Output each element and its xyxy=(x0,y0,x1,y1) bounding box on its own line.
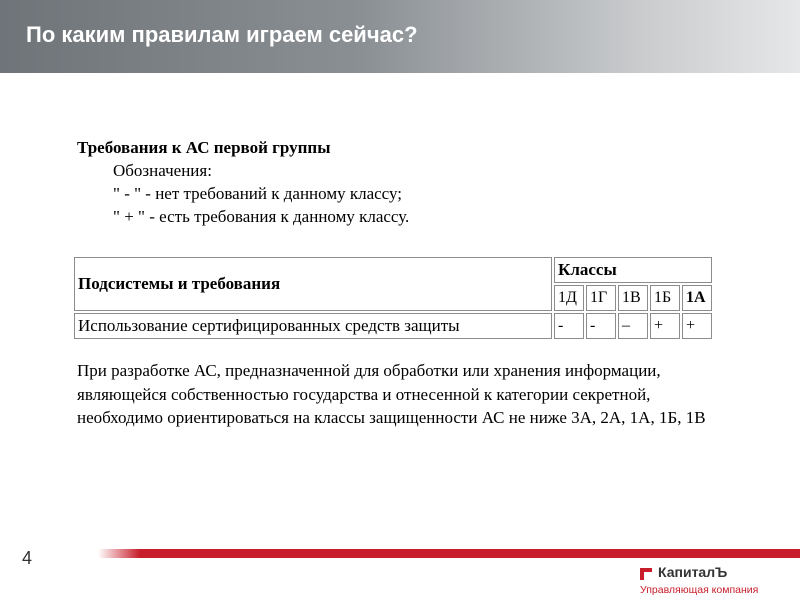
legend-minus: " - " - нет требований к данному классу; xyxy=(113,184,402,203)
requirement-label: Использование сертифицированных средств защиты xyxy=(74,313,552,339)
header-bar xyxy=(0,0,800,73)
body-paragraph: При разработке АС, предназначенной для обработки или хранения информации, являющейся собственностью государства и отнесенной к категории секретной, необходимо ориентироваться на классы защищенности АС не ниже 3А, 2А, 1А, 1Б, 1В xyxy=(77,361,706,427)
page-title: По каким правилам играем сейчас? xyxy=(26,22,418,47)
value-1b: + xyxy=(650,313,680,339)
class-1v: 1В xyxy=(618,285,648,311)
value-1a: + xyxy=(682,313,712,339)
logo-mark-icon xyxy=(640,568,652,580)
logo-name: КапиталЪ xyxy=(658,564,728,580)
logo-subtitle: Управляющая компания xyxy=(640,584,759,596)
legend-label: Обозначения: xyxy=(113,161,212,180)
legend-plus: " + " - есть требования к данному классу. xyxy=(113,207,410,226)
class-1b: 1Б xyxy=(650,285,680,311)
value-1v: – xyxy=(618,313,648,339)
requirements-table xyxy=(72,255,714,341)
intro-block xyxy=(77,136,409,228)
footer-accent-bar xyxy=(98,549,800,558)
slide-number: 4 xyxy=(22,548,33,568)
intro-heading: Требования к АС первой группы xyxy=(77,138,331,157)
class-1g: 1Г xyxy=(586,285,616,311)
value-1d: - xyxy=(554,313,584,339)
subsystems-header: Подсистемы и требования xyxy=(74,257,552,311)
table-row xyxy=(74,313,712,339)
class-1a: 1А xyxy=(682,285,712,311)
class-1d: 1Д xyxy=(554,285,584,311)
value-1g: - xyxy=(586,313,616,339)
table-header-row xyxy=(74,257,712,283)
company-logo xyxy=(640,566,800,600)
classes-header: Классы xyxy=(554,257,712,283)
